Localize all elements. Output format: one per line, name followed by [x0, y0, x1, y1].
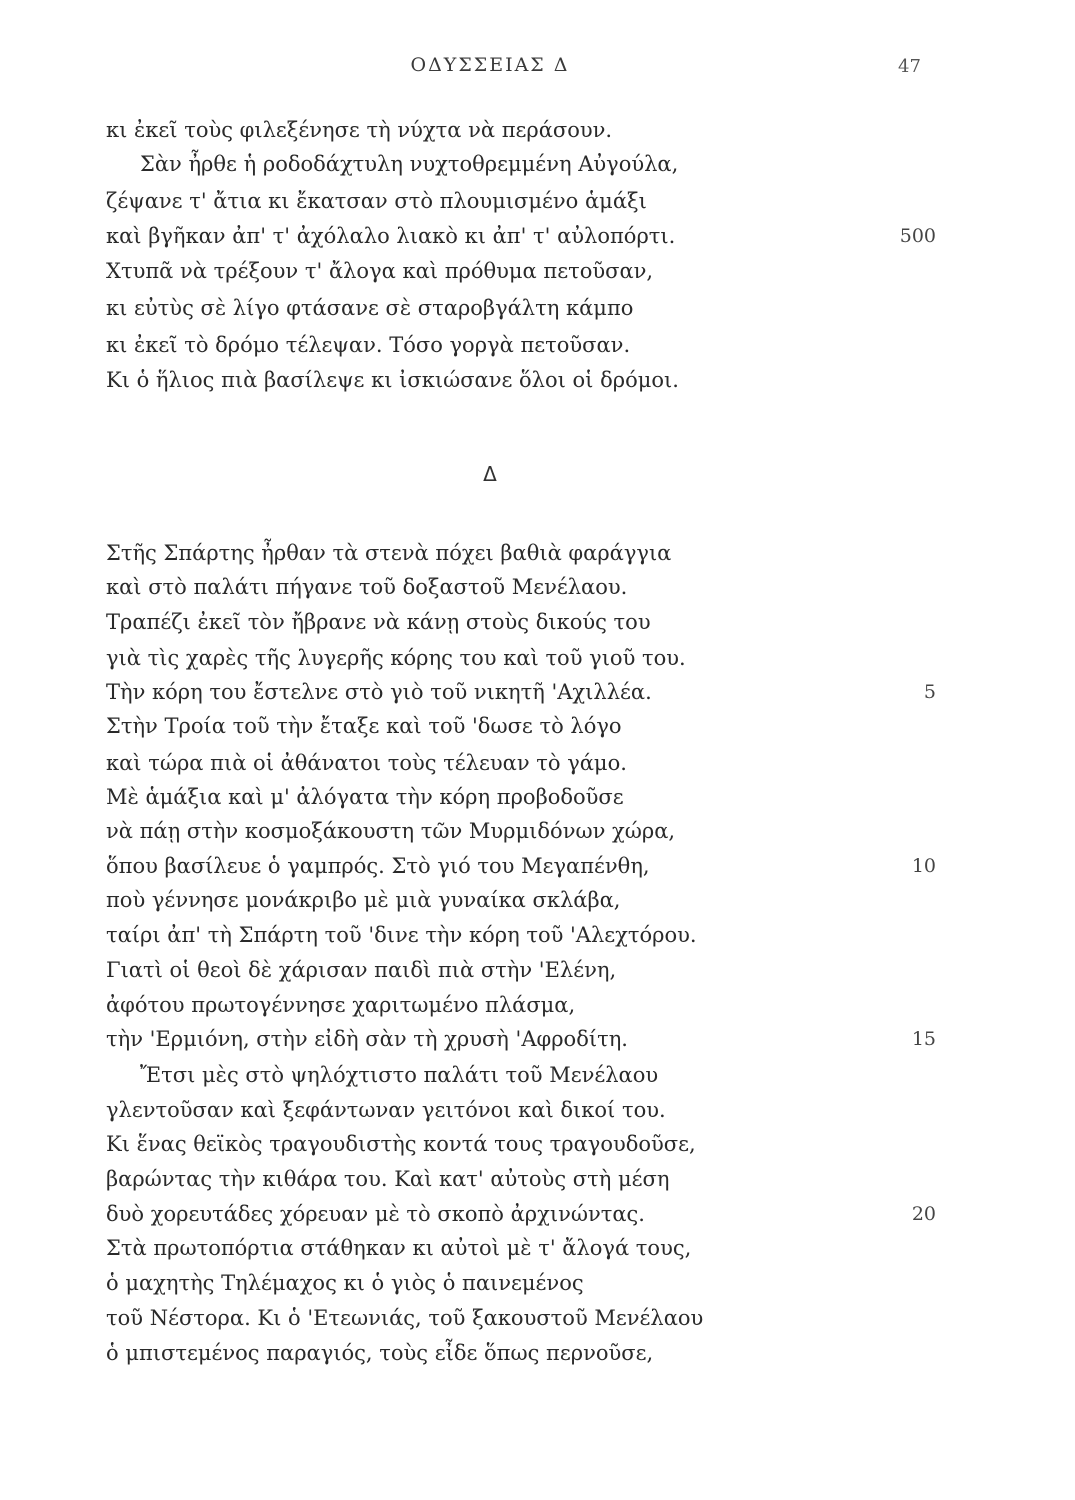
verse-line: Στῆς Σπάρτης ἦρθαν τὰ στενὰ πόχει βαθιὰ φαράγγια — [106, 541, 672, 565]
verse-line: Τὴν κόρη του ἔστελνε στὸ γιὸ τοῦ νικητῆ 'Αχιλλέα. — [106, 680, 652, 704]
verse-line: Χτυπᾶ νὰ τρέξουν τ' ἄλογα καὶ πρόθυμα πετοῦσαν, — [106, 259, 654, 283]
verse-line: καὶ στὸ παλάτι πήγανε τοῦ δοξαστοῦ Μενέλαου. — [106, 575, 628, 599]
verse-line: κι εὐτὺς σὲ λίγο φτάσανε σὲ σταροβγάλτη κάμπο — [106, 296, 634, 320]
verse-line: Μὲ ἁμάξια καὶ μ' ἀλόγατα τὴν κόρη προβοδοῦσε — [106, 785, 624, 809]
verse-line: νὰ πάῃ στὴν κοσμοξάκουστη τῶν Μυρμιδόνων χώρα, — [106, 819, 676, 843]
verse-line: τὴν 'Ερμιόνη, στὴν εἰδὴ σὰν τὴ χρυσὴ 'Αφροδίτη. — [106, 1027, 628, 1051]
verse-line: κι ἐκεῖ τὸ δρόμο τέλεψαν. Τόσο γοργὰ πετοῦσαν. — [106, 333, 631, 357]
book-title: Δ — [483, 462, 497, 486]
verse-line: ὁ μαχητὴς Τηλέμαχος κι ὁ γιὸς ὁ παινεμένος — [106, 1271, 584, 1295]
line-number: 15 — [911, 1028, 936, 1050]
verse-line: Κι ὁ ἥλιος πιὰ βασίλεψε κι ἰσκιώσανε ὅλοι οἱ δρόμοι. — [106, 368, 679, 392]
verse-line: Γιατὶ οἱ θεοὶ δὲ χάρισαν παιδὶ πιὰ στὴν 'Ελένη, — [106, 958, 617, 982]
verse-line: Κι ἕνας θεϊκὸς τραγουδιστὴς κοντά τους τραγουδοῦσε, — [106, 1132, 696, 1156]
verse-line: Ἔτσι μὲς στὸ ψηλόχτιστο παλάτι τοῦ Μενέλαου — [140, 1063, 659, 1087]
verse-line: ἀφότου πρωτογέννησε χαριτωμένο πλάσμα, — [106, 993, 576, 1017]
verse-line: ζέψανε τ' ἄτια κι ἔκατσαν στὸ πλουμισμένο ἁμάξι — [106, 189, 647, 213]
line-number: 500 — [899, 225, 936, 247]
verse-line: ὅπου βασίλευε ὁ γαμπρός. Στὸ γιό του Μεγαπένθη, — [106, 854, 650, 878]
verse-line: καὶ τώρα πιὰ οἱ ἀθάνατοι τοὺς τέλευαν τὸ γάμο. — [106, 751, 627, 775]
line-number: 5 — [923, 681, 936, 703]
verse-line: Σὰν ἦρθε ἡ ροδοδάχτυλη νυχτοθρεμμένη Αὐγούλα, — [140, 152, 679, 176]
verse-line: γιὰ τὶς χαρὲς τῆς λυγερῆς κόρης του καὶ τοῦ γιοῦ του. — [106, 646, 686, 670]
verse-line: Στὴν Τροία τοῦ τὴν ἔταξε καὶ τοῦ 'δωσε τὸ λόγο — [106, 714, 622, 738]
line-number: 20 — [911, 1203, 936, 1225]
verse-line: Τραπέζι ἐκεῖ τὸν ἤβρανε νὰ κάνῃ στοὺς δικούς του — [106, 610, 651, 634]
verse-line: Στὰ πρωτοπόρτια στάθηκαν κι αὐτοὶ μὲ τ' ἄλογά τους, — [106, 1236, 692, 1260]
verse-line: ὁ μπιστεμένος παραγιός, τοὺς εἶδε ὅπως περνοῦσε, — [106, 1341, 654, 1365]
page-header — [0, 54, 1075, 90]
verse-line: κι ἐκεῖ τοὺς φιλεξένησε τὴ νύχτα νὰ περάσουν. — [106, 118, 613, 142]
running-head: ΟΔΥΣΣΕΙΑΣ Δ — [410, 54, 570, 76]
verse-line: γλεντοῦσαν καὶ ξεφάντωναν γειτόνοι καὶ δικοί του. — [106, 1098, 666, 1122]
verse-line: καὶ βγῆκαν ἀπ' τ' ἀχόλαλο λιακὸ κι ἀπ' τ' αὐλοπόρτι. — [106, 224, 676, 248]
verse-line: ταίρι ἀπ' τὴ Σπάρτη τοῦ 'δινε τὴν κόρη τοῦ 'Αλεχτόρου. — [106, 923, 697, 947]
verse-line: δυὸ χορευτάδες χόρευαν μὲ τὸ σκοπὸ ἀρχινώντας. — [106, 1202, 645, 1226]
page-number: 47 — [898, 56, 921, 77]
line-number: 10 — [911, 855, 936, 877]
verse-line: βαρώντας τὴν κιθάρα του. Καὶ κατ' αὐτοὺς στὴ μέση — [106, 1167, 670, 1191]
verse-line: τοῦ Νέστορα. Κι ὁ 'Ετεωνιάς, τοῦ ξακουστοῦ Μενέλαου — [106, 1306, 704, 1330]
verse-line: ποὺ γέννησε μονάκριβο μὲ μιὰ γυναίκα σκλάβα, — [106, 888, 621, 912]
